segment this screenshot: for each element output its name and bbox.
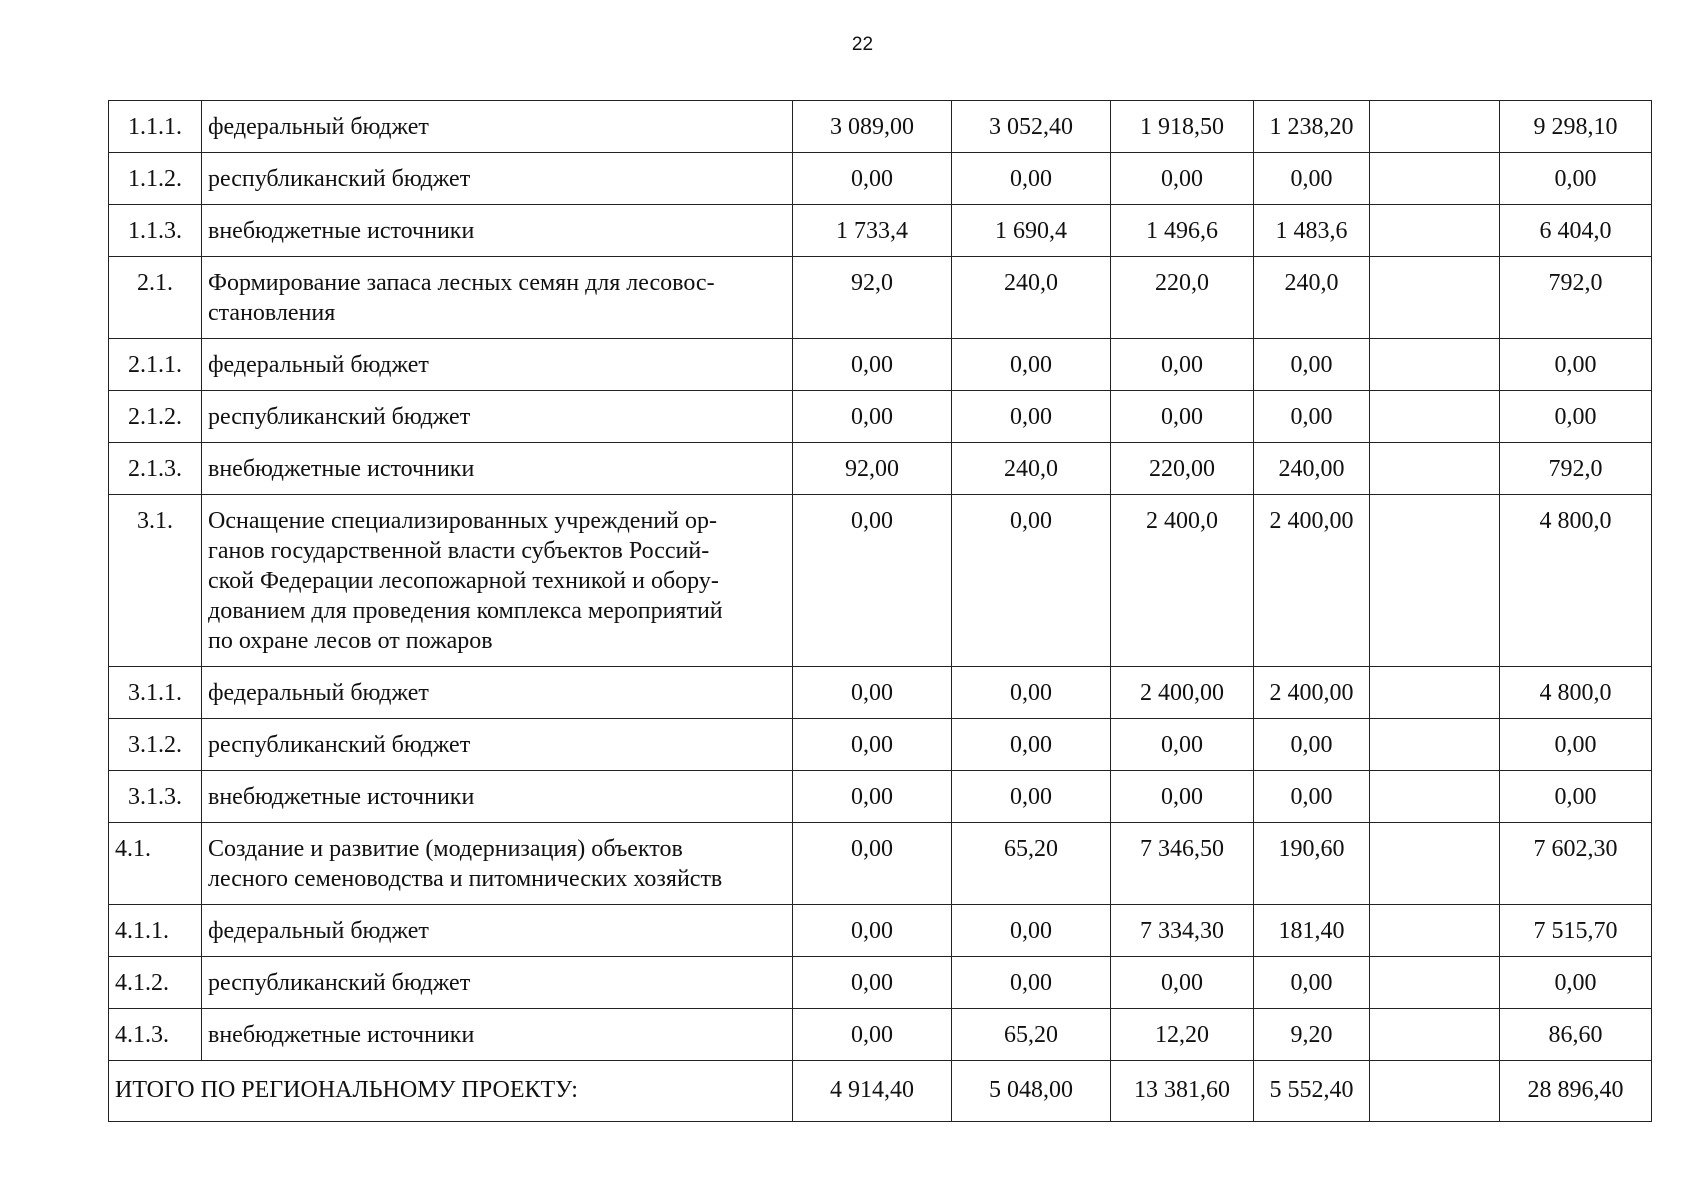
table-row — [109, 205, 1652, 257]
value-cell: 0,00 — [1111, 339, 1254, 391]
value-cell — [1370, 101, 1500, 153]
row-name: Оснащение специализированных учреждений ор- ганов государственной власти субъектов Россий- ской Федерации лесопожарной техникой и обору- дованием для проведения комплекса мероприятий по охране лесов от пожаров — [202, 495, 793, 667]
row-name: республиканский бюджет — [202, 391, 793, 443]
value-cell: 92,0 — [793, 257, 952, 339]
value-cell: 0,00 — [1254, 771, 1370, 823]
value-cell: 0,00 — [952, 495, 1111, 667]
row-name: внебюджетные источники — [202, 443, 793, 495]
table-row — [109, 443, 1652, 495]
total-value-cell: 5 552,40 — [1254, 1061, 1370, 1122]
value-cell — [1370, 667, 1500, 719]
value-cell — [1370, 257, 1500, 339]
table-row — [109, 771, 1652, 823]
row-code: 3.1. — [109, 495, 202, 667]
value-cell: 0,00 — [1500, 153, 1652, 205]
total-row — [109, 1061, 1652, 1122]
value-cell — [1370, 205, 1500, 257]
row-code: 2.1. — [109, 257, 202, 339]
table-row — [109, 257, 1652, 339]
value-cell: 0,00 — [952, 771, 1111, 823]
table-row — [109, 153, 1652, 205]
value-cell: 7 602,30 — [1500, 823, 1652, 905]
value-cell: 0,00 — [793, 823, 952, 905]
row-name: республиканский бюджет — [202, 957, 793, 1009]
total-label: ИТОГО ПО РЕГИОНАЛЬНОМУ ПРОЕКТУ: — [109, 1061, 793, 1122]
table-row — [109, 495, 1652, 667]
value-cell: 0,00 — [1254, 391, 1370, 443]
value-cell: 0,00 — [952, 391, 1111, 443]
value-cell: 7 334,30 — [1111, 905, 1254, 957]
value-cell: 792,0 — [1500, 257, 1652, 339]
value-cell: 0,00 — [1111, 957, 1254, 1009]
value-cell: 0,00 — [952, 719, 1111, 771]
value-cell: 0,00 — [793, 1009, 952, 1061]
row-name: внебюджетные источники — [202, 1009, 793, 1061]
value-cell: 240,0 — [1254, 257, 1370, 339]
row-code: 2.1.3. — [109, 443, 202, 495]
value-cell: 2 400,0 — [1111, 495, 1254, 667]
value-cell: 0,00 — [1254, 719, 1370, 771]
value-cell: 0,00 — [793, 495, 952, 667]
table-row — [109, 339, 1652, 391]
value-cell: 240,00 — [1254, 443, 1370, 495]
value-cell: 0,00 — [793, 771, 952, 823]
value-cell: 0,00 — [1111, 719, 1254, 771]
value-cell: 3 052,40 — [952, 101, 1111, 153]
total-value-cell: 4 914,40 — [793, 1061, 952, 1122]
value-cell: 181,40 — [1254, 905, 1370, 957]
value-cell: 0,00 — [1111, 771, 1254, 823]
value-cell — [1370, 339, 1500, 391]
row-code: 1.1.3. — [109, 205, 202, 257]
value-cell: 0,00 — [793, 905, 952, 957]
row-name: Формирование запаса лесных семян для лесовос- становления — [202, 257, 793, 339]
value-cell: 0,00 — [1500, 391, 1652, 443]
value-cell: 92,00 — [793, 443, 952, 495]
value-cell: 0,00 — [793, 339, 952, 391]
value-cell: 0,00 — [793, 719, 952, 771]
row-code: 2.1.1. — [109, 339, 202, 391]
value-cell: 792,0 — [1500, 443, 1652, 495]
value-cell: 0,00 — [1111, 153, 1254, 205]
row-name: Создание и развитие (модернизация) объектов лесного семеноводства и питомнических хозяйств — [202, 823, 793, 905]
row-name: внебюджетные источники — [202, 205, 793, 257]
value-cell: 0,00 — [1254, 339, 1370, 391]
value-cell — [1370, 391, 1500, 443]
table-row — [109, 1009, 1652, 1061]
total-value-cell: 5 048,00 — [952, 1061, 1111, 1122]
table-body — [109, 101, 1652, 1122]
value-cell — [1370, 1009, 1500, 1061]
value-cell: 240,0 — [952, 257, 1111, 339]
value-cell: 240,0 — [952, 443, 1111, 495]
total-value-cell — [1370, 1061, 1500, 1122]
value-cell — [1370, 153, 1500, 205]
row-name: федеральный бюджет — [202, 339, 793, 391]
value-cell: 6 404,0 — [1500, 205, 1652, 257]
row-code: 4.1.2. — [109, 957, 202, 1009]
value-cell: 1 690,4 — [952, 205, 1111, 257]
budget-table — [108, 100, 1652, 1122]
total-value-cell: 28 896,40 — [1500, 1061, 1652, 1122]
row-code: 2.1.2. — [109, 391, 202, 443]
value-cell: 0,00 — [1111, 391, 1254, 443]
value-cell: 65,20 — [952, 823, 1111, 905]
table-row — [109, 823, 1652, 905]
value-cell: 7 515,70 — [1500, 905, 1652, 957]
value-cell: 1 496,6 — [1111, 205, 1254, 257]
table-row — [109, 101, 1652, 153]
row-code: 3.1.1. — [109, 667, 202, 719]
page-number: 22 — [851, 34, 874, 55]
value-cell — [1370, 823, 1500, 905]
value-cell: 0,00 — [952, 153, 1111, 205]
row-code: 4.1. — [109, 823, 202, 905]
value-cell: 7 346,50 — [1111, 823, 1254, 905]
value-cell: 0,00 — [952, 339, 1111, 391]
row-code: 1.1.1. — [109, 101, 202, 153]
row-code: 4.1.1. — [109, 905, 202, 957]
value-cell: 0,00 — [1254, 957, 1370, 1009]
value-cell: 2 400,00 — [1111, 667, 1254, 719]
table-row — [109, 905, 1652, 957]
value-cell: 0,00 — [1254, 153, 1370, 205]
value-cell: 2 400,00 — [1254, 495, 1370, 667]
total-value-cell: 13 381,60 — [1111, 1061, 1254, 1122]
value-cell: 4 800,0 — [1500, 495, 1652, 667]
value-cell: 65,20 — [952, 1009, 1111, 1061]
value-cell: 0,00 — [952, 667, 1111, 719]
value-cell: 3 089,00 — [793, 101, 952, 153]
value-cell — [1370, 905, 1500, 957]
row-name: внебюджетные источники — [202, 771, 793, 823]
value-cell: 0,00 — [1500, 339, 1652, 391]
value-cell: 2 400,00 — [1254, 667, 1370, 719]
row-code: 1.1.2. — [109, 153, 202, 205]
value-cell — [1370, 495, 1500, 667]
value-cell — [1370, 719, 1500, 771]
row-code: 3.1.3. — [109, 771, 202, 823]
row-name: федеральный бюджет — [202, 101, 793, 153]
row-name: республиканский бюджет — [202, 153, 793, 205]
value-cell: 12,20 — [1111, 1009, 1254, 1061]
table-row — [109, 719, 1652, 771]
table-row — [109, 667, 1652, 719]
value-cell: 0,00 — [1500, 719, 1652, 771]
value-cell: 9,20 — [1254, 1009, 1370, 1061]
value-cell: 0,00 — [793, 957, 952, 1009]
value-cell: 0,00 — [793, 391, 952, 443]
value-cell: 0,00 — [1500, 957, 1652, 1009]
value-cell: 1 918,50 — [1111, 101, 1254, 153]
row-name: республиканский бюджет — [202, 719, 793, 771]
value-cell: 0,00 — [952, 957, 1111, 1009]
value-cell: 0,00 — [1500, 771, 1652, 823]
value-cell: 0,00 — [793, 667, 952, 719]
row-name: федеральный бюджет — [202, 905, 793, 957]
value-cell: 1 483,6 — [1254, 205, 1370, 257]
value-cell: 4 800,0 — [1500, 667, 1652, 719]
value-cell — [1370, 771, 1500, 823]
value-cell: 220,00 — [1111, 443, 1254, 495]
value-cell: 86,60 — [1500, 1009, 1652, 1061]
value-cell — [1370, 957, 1500, 1009]
row-code: 3.1.2. — [109, 719, 202, 771]
value-cell — [1370, 443, 1500, 495]
value-cell: 9 298,10 — [1500, 101, 1652, 153]
value-cell: 1 733,4 — [793, 205, 952, 257]
value-cell: 220,0 — [1111, 257, 1254, 339]
table-row — [109, 957, 1652, 1009]
value-cell: 0,00 — [952, 905, 1111, 957]
value-cell: 190,60 — [1254, 823, 1370, 905]
row-name: федеральный бюджет — [202, 667, 793, 719]
value-cell: 1 238,20 — [1254, 101, 1370, 153]
row-code: 4.1.3. — [109, 1009, 202, 1061]
value-cell: 0,00 — [793, 153, 952, 205]
table-row — [109, 391, 1652, 443]
